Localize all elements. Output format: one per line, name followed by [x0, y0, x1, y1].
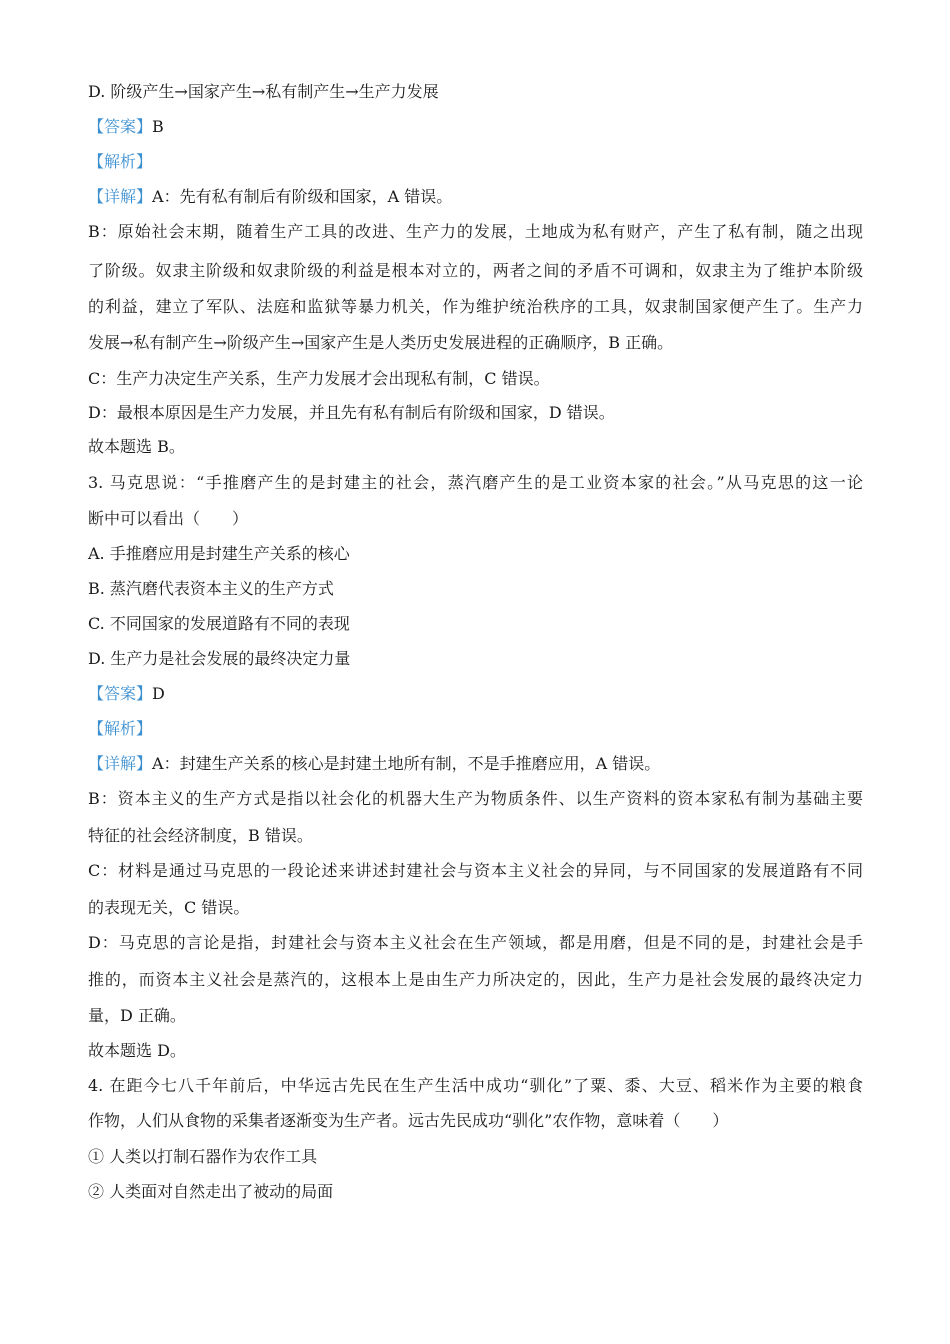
text-line: 故本题选 D。 — [88, 1041, 186, 1060]
analysis-line — [88, 718, 152, 740]
question-4-line: 4. 在距今七八千年前后，中华远古先民在生产生活中成功“驯化”了粟、黍、大豆、稻米作为主要的粮食 — [88, 1076, 863, 1095]
detail-line: 【详解】A：封建生产关系的核心是封建土地所有制，不是手推磨应用，A 错误。 — [88, 754, 661, 773]
question-4-line: 作物，人们从食物的采集者逐渐变为生产者。远古先民成功“驯化”农作物，意味着（ ） — [88, 1111, 729, 1130]
text-line: 特征的社会经济制度，B 错误。 — [88, 826, 313, 845]
text-line: 发展→私有制产生→阶级产生→国家产生是人类历史发展进程的正确顺序，B 正确。 — [88, 333, 674, 352]
option-d-line: D. 阶级产生→国家产生→私有制产生→生产力发展 — [88, 82, 439, 101]
option-d: D. 生产力是社会发展的最终决定力量 — [88, 649, 351, 668]
text-line: 的表现无关，C 错误。 — [88, 898, 250, 917]
answer-label: 【答案】 — [88, 117, 153, 136]
text-line: C：生产力决定生产关系，生产力发展才会出现私有制，C 错误。 — [88, 369, 550, 388]
question-3-line: 断中可以看出（ ） — [88, 509, 249, 528]
text-line: 推的，而资本主义社会是蒸汽的，这根本上是由生产力所决定的，因此，生产力是社会发展的最终决定力 — [88, 970, 863, 989]
answer-value: B — [152, 117, 164, 136]
analysis-label: 【解析】 — [88, 152, 153, 171]
text-line: 的利益，建立了军队、法庭和监狱等暴力机关，作为维护统治秩序的工具，奴隶制国家便产生了。生产力 — [88, 297, 863, 316]
choice-2: ② 人类面对自然走出了被动的局面 — [88, 1182, 334, 1201]
answer-value: D — [152, 684, 165, 703]
text-line: B：原始社会末期，随着生产工具的改进、生产力的发展，土地成为私有财产，产生了私有制，随之出现 — [88, 222, 863, 241]
text-line: 故本题选 B。 — [88, 437, 185, 456]
text-line: D：马克思的言论是指，封建社会与资本主义社会在生产领域，都是用磨，但是不同的是，封建社会是手 — [88, 933, 863, 952]
answer-label: 【答案】 — [88, 684, 153, 703]
option-c: C. 不同国家的发展道路有不同的表现 — [88, 614, 350, 633]
option-a: A. 手推磨应用是封建生产关系的核心 — [88, 544, 350, 563]
detail-line: 【详解】A：先有私有制后有阶级和国家，A 错误。 — [88, 187, 453, 206]
text-line: C：材料是通过马克思的一段论述来讲述封建社会与资本主义社会的异同，与不同国家的发展道路有不同 — [88, 861, 863, 880]
text-line: D：最根本原因是生产力发展，并且先有私有制后有阶级和国家，D 错误。 — [88, 403, 615, 422]
choice-1: ① 人类以打制石器作为农作工具 — [88, 1147, 318, 1166]
analysis-label: 【解析】 — [88, 719, 153, 738]
answer-line — [88, 683, 165, 705]
text-line: B：资本主义的生产方式是指以社会化的机器大生产为物质条件、以生产资料的资本家私有制为基础主要 — [88, 789, 863, 808]
question-3-line: 3. 马克思说：“手推磨产生的是封建主的社会，蒸汽磨产生的是工业资本家的社会。”从马克思的这一论 — [88, 473, 863, 492]
text-line: 量，D 正确。 — [88, 1006, 186, 1025]
detail-label: 【详解】 — [88, 754, 153, 773]
text-line: 了阶级。奴隶主阶级和奴隶阶级的利益是根本对立的，两者之间的矛盾不可调和，奴隶主为了维护本阶级 — [88, 261, 863, 280]
answer-line — [88, 116, 164, 138]
analysis-line — [88, 151, 152, 173]
detail-label: 【详解】 — [88, 187, 153, 206]
option-b: B. 蒸汽磨代表资本主义的生产方式 — [88, 579, 334, 598]
